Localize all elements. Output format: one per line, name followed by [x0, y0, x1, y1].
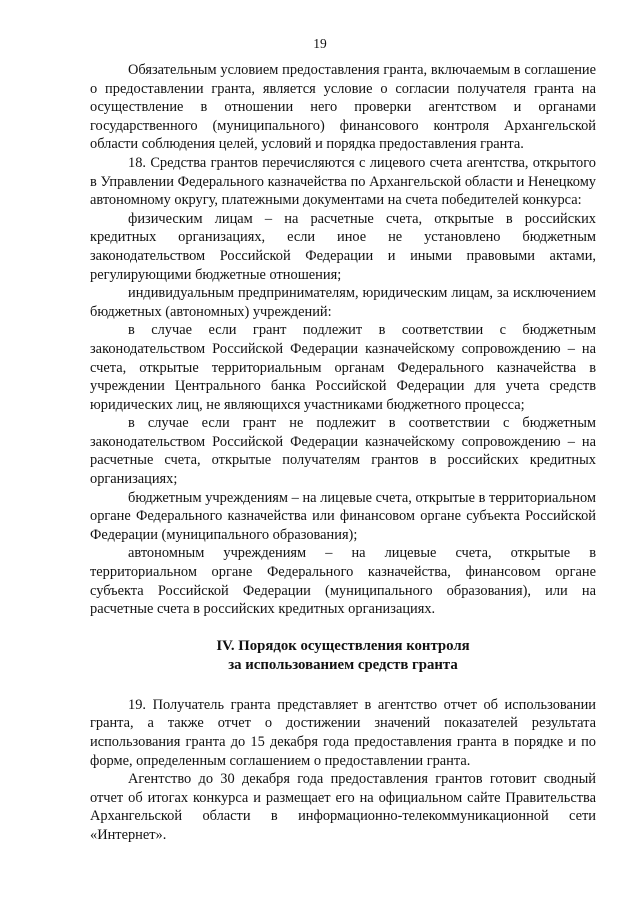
paragraph-budget-institutions: бюджетным учреждениям – на лицевые счета, открытые в территориальном органе Федерального казначейства или финансовом органе субъекта Российской Федерации (муниципального образования);: [90, 489, 596, 543]
section-title-line-2: за использованием средств гранта: [228, 657, 458, 674]
paragraph-treasury-support: в случае если грант подлежит в соответствии с бюджетным законодательством Российской Федерации казначейскому сопровождению – на счета, открытые территориальным органам Федерального казначейства в учреждении Центрального банка Российской Федерации для учета средств юридических лиц, не являющихся участниками бюджетного процесса;: [90, 322, 596, 413]
paragraph-grant-condition: Обязательным условием предоставления гранта, включаемым в соглашение о предоставлении гранта, является условие о согласии получателя гранта на осуществление в отношении него проверки агентством и органами государственного (муниципального) финансового контроля Архангельской области соблюдения целей, условий и порядка предоставления гранта.: [90, 62, 596, 153]
paragraph-18: 18. Средства грантов перечисляются с лицевого счета агентства, открытого в Управлении Федерального казначейства по Архангельской области и Ненецкому автономному округу, платежными документами на счета победителей конкурса:: [90, 154, 596, 209]
paragraph-individuals: физическим лицам – на расчетные счета, открытые в российских кредитных организациях, если иное не установлено бюджетным законодательством Российской Федерации и иными правовыми актами, регулирующими бюджетные отношения;: [90, 210, 596, 283]
paragraph-autonomous-institutions: автономным учреждениям – на лицевые счета, открытые в территориальном органе Федерального казначейства, финансовом органе субъекта Российской Федерации (муниципального образования), или на расчетные счета в российских кредитных организациях.: [90, 545, 596, 618]
paragraph-entrepreneurs: индивидуальным предпринимателям, юридическим лицам, за исключением бюджетных (автономных) учреждений:: [90, 285, 596, 320]
page-number: 19: [313, 36, 327, 51]
paragraph-19: 19. Получатель гранта представляет в агентство отчет об использовании гранта, а также отчет о достижении значений показателей результата использования гранта до 15 декабря года предоставления гранта в порядке и по форме, определенным соглашением о предоставлении гранта.: [90, 696, 596, 769]
section-title-line-1: IV. Порядок осуществления контроля: [216, 637, 470, 654]
paragraph-no-treasury-support: в случае если грант не подлежит в соответствии с бюджетным законодательством Российской Федерации казначейскому сопровождению – на расчетные счета, открытые получателям грантов в российских кредитных организациях;: [90, 415, 596, 488]
section-title: [90, 637, 596, 676]
paragraph-summary-report: Агентство до 30 декабря года предоставления грантов готовит сводный отчет об итогах конкурса и размещает его на официальном сайте Правительства Архангельской области в информационно-телекоммуникационной сети «Интернет».: [90, 771, 596, 843]
document-body: [90, 61, 596, 845]
